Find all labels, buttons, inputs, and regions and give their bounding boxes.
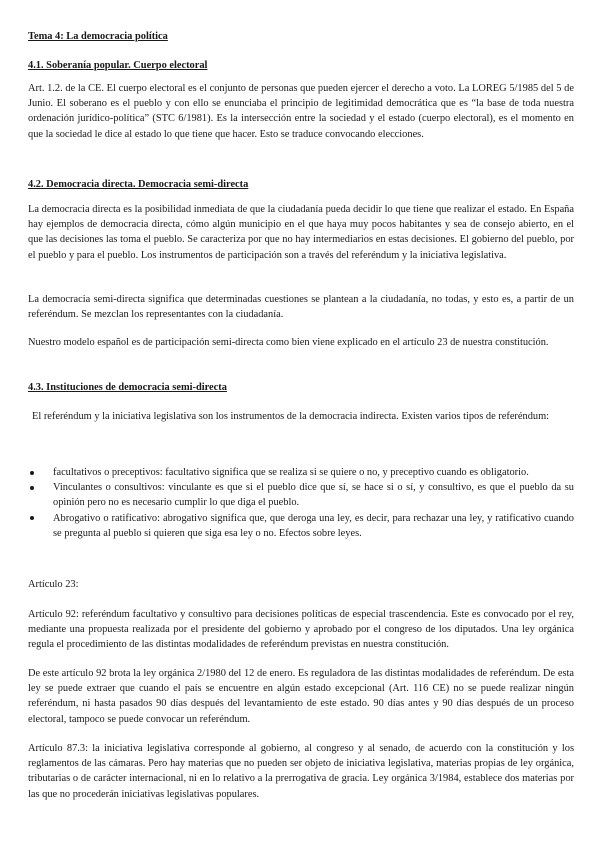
paragraph-articulo-92: Artículo 92: referéndum facultativo y consultivo para decisiones políticas de especial trascendencia. Este es convocado por el rey, mediante una propuesta realizada por el presidente del gobierno y aprobado por el congreso de los diputados. Una ley orgánica regula el procedimiento de las distintas modalidades de referéndum previstas en nuestra constitución.	[28, 609, 574, 651]
list-item: Abrogativo o ratificativo: abrogativo significa que, que deroga una ley, es decir, para rechazar una ley, y ratificativo cuando se pregunta al pueblo si quieren que siga esa ley o no. Efectos sobre leyes.	[28, 511, 574, 541]
section-heading-4-2: 4.2. Democracia directa. Democracia semi-directa	[28, 179, 249, 190]
paragraph-democracia-directa: La democracia directa es la posibilidad inmediata de que la ciudadanía pueda decidir lo que tiene que realizar el estado. En España hay ejemplos de democracia directa, cómo algún municipio en el que haya muy pocos habitantes y sea de consejo abierto, en el que las decisiones las toma el pueblo. Se caracteriza por que no hay intermediarios en estas decisiones. El gobierno del pueblo, por el pueblo y para el pueblo. Los instrumentos de participación son a través del referéndum y la iniciativa legislativa.	[28, 204, 574, 261]
paragraph-ley-organica-2-1980: De este artículo 92 brota la ley orgánica 2/1980 del 12 de enero. Es reguladora de las distintas modalidades de referéndum. De esta ley se puede extraer que cuando el país se encuentre en algún estado excepcional (Art. 116 CE) no se puede realizar ningún referéndum, ni hasta pasados 90 días después del levantamiento de este estado. 90 días antes y 90 días después de un proceso electoral, tampoco se puede convocar un referéndum.	[28, 668, 574, 725]
referendum-types-list	[28, 465, 574, 541]
list-item: Vinculantes o consultivos: vinculante es que si el pueblo dice que sí, se hace si o sí, y consultivo, es que el pueblo da su opinión pero no es necesario cumplir lo que diga el pueblo.	[28, 480, 574, 510]
article-23-label: Artículo 23:	[28, 579, 79, 590]
paragraph-democracia-semi-directa: La democracia semi-directa significa que determinadas cuestiones se plantean a la ciudadanía, no todas, y esto es, a partir de un referéndum. Se mezclan los representantes con la ciudadanía.	[28, 294, 574, 321]
paragraph-articulo-87-3: Artículo 87.3: la iniciativa legislativa corresponde al gobierno, al congreso y al senado, de acuerdo con la constitución y los reglamentos de las cámaras. Pero hay materias que no pueden ser objeto de iniciativa legislativa, materias propias de ley orgánica, tributarias o de carácter internacional, ni en lo relativo a la prerrogativa de gracia. Ley orgánica 3/1984, establece dos materias por las que no procederán iniciativas legislativas populares.	[28, 743, 574, 800]
section-heading-4-3: 4.3. Instituciones de democracia semi-directa	[28, 382, 227, 393]
paragraph-instrumentos: El referéndum y la iniciativa legislativa son los instrumentos de la democracia indirecta. Existen varios tipos de referéndum:	[32, 411, 550, 422]
paragraph-modelo-espanol: Nuestro modelo español es de participación semi-directa como bien viene explicado en el artículo 23 de nuestra constitución.	[28, 337, 549, 348]
paragraph-cuerpo-electoral: Art. 1.2. de la CE. El cuerpo electoral es el conjunto de personas que pueden ejercer el derecho a voto. La LOREG 5/1985 del 5 de Junio. El soberano es el pueblo y con ello se enunciaba el principio de legitimidad democrática que es “la base de toda nuestra ordenación jurídico-política” (STC 6/1981). Es la intersección entre la sociedad y el estado (cuerpo electoral), es el momento en que la sociedad le dice al estado lo que tiene que hacer. Esto se traduce convocando elecciones.	[28, 83, 574, 140]
document-title: Tema 4: La democracia política	[28, 31, 168, 42]
section-heading-4-1: 4.1. Soberanía popular. Cuerpo electoral	[28, 60, 208, 71]
list-item: facultativos o preceptivos: facultativo significa que se realiza si se quiere o no, y preceptivo cuando es obligatorio.	[28, 465, 574, 480]
